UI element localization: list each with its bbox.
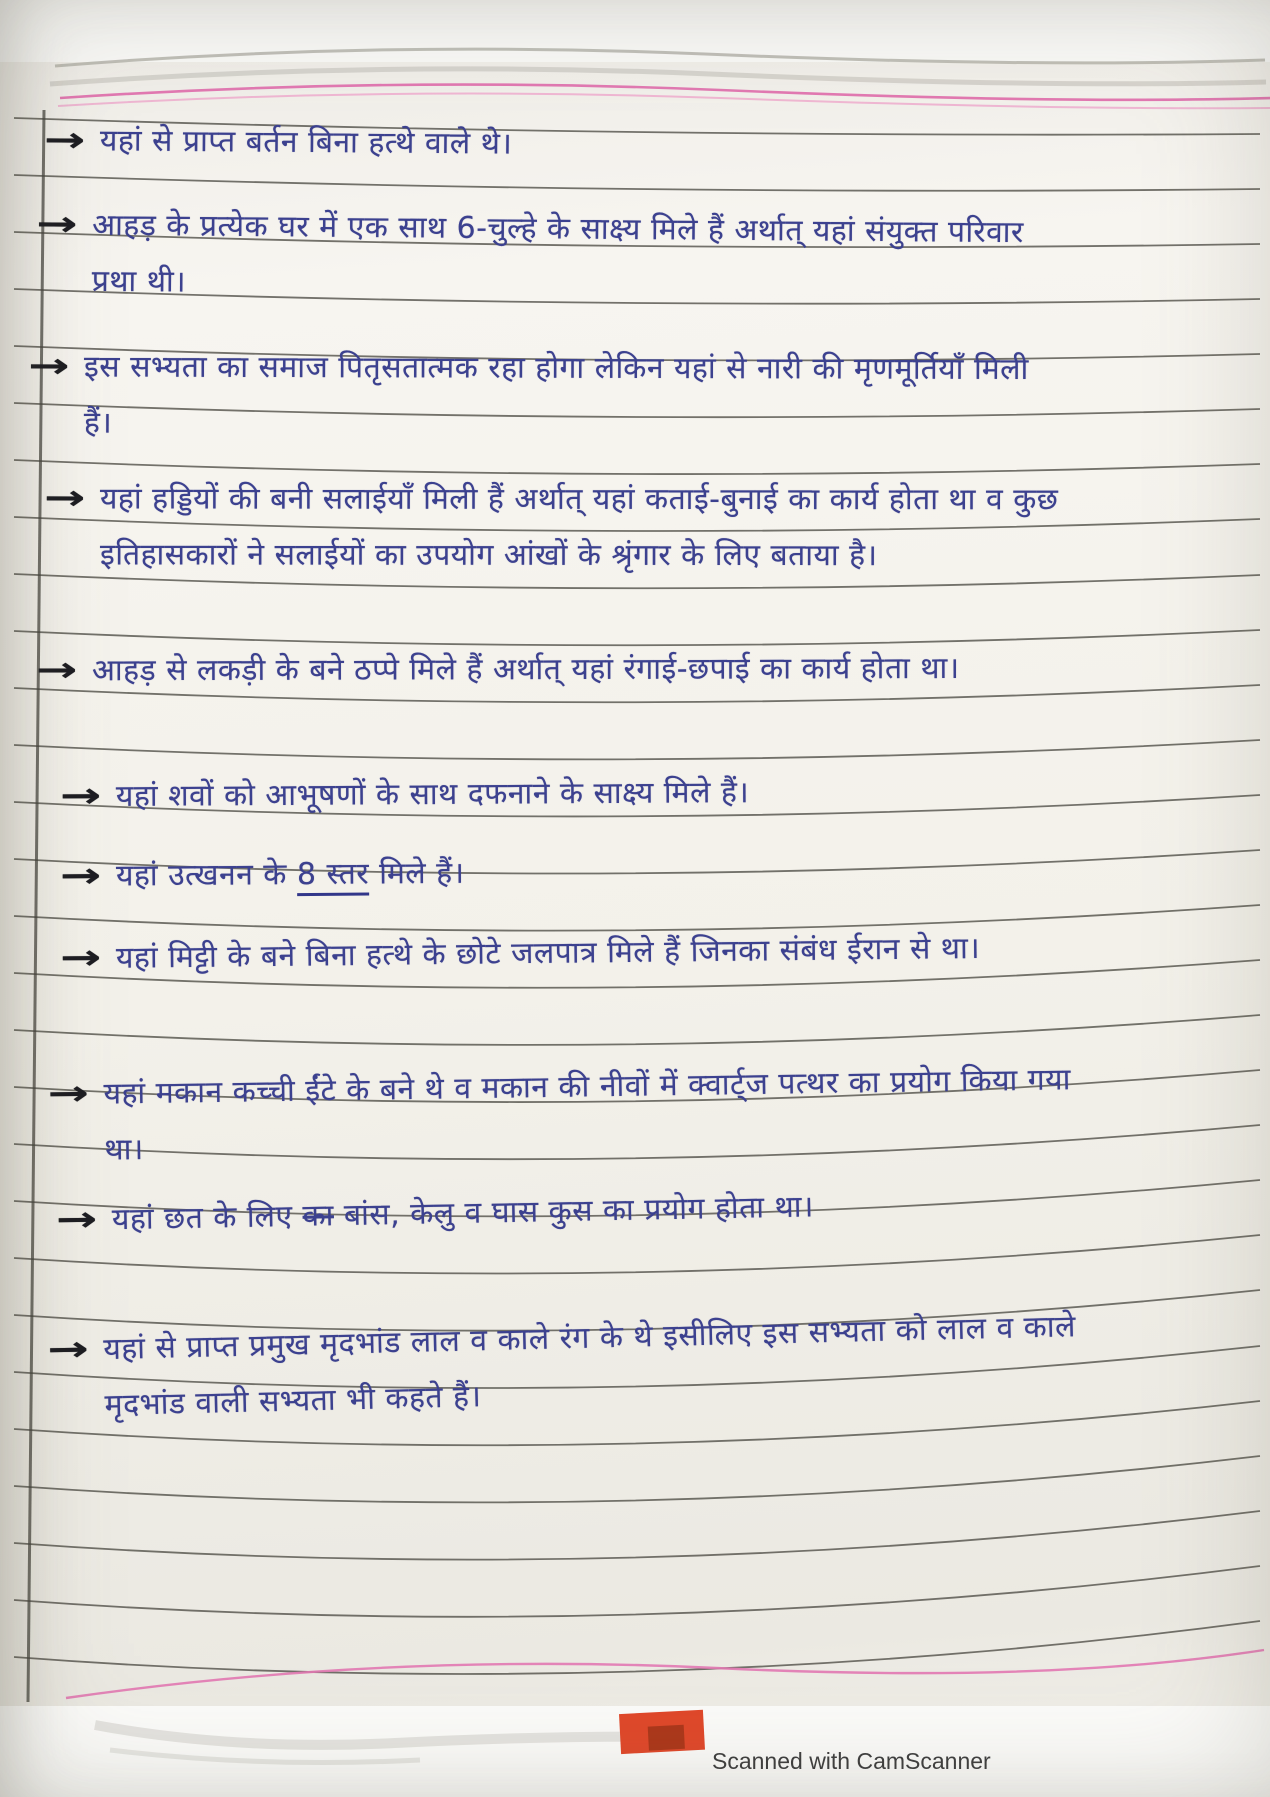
note-text-segment: यहां छत के लिए <box>111 1198 303 1238</box>
handwritten-note <box>28 338 1039 455</box>
handwritten-note <box>60 844 760 904</box>
handwritten-note <box>36 642 1046 698</box>
note-text: यहां मकान कच्ची ईंटे के बने थे व मकान की नीवों में क्वार्ट्ज पत्थर का प्रयोग किया गया था। <box>103 1062 1072 1168</box>
note-text-segment: मिले हैं। <box>368 855 465 892</box>
note-text: यहां शवों को आभूषणों के साथ दफनाने के साक्ष्य मिले हैं। <box>115 775 750 814</box>
camscanner-watermark: Scanned with CamScanner <box>712 1748 991 1774</box>
note-text: इस सभ्यता का समाज पितृसतात्मक रहा होगा लेकिन यहां से नारी की मृणमूर्तियाँ मिली हैं। <box>83 349 1029 441</box>
note-text: यहां से प्राप्त प्रमुख मृदभांड लाल व काले रंग के थे इसीलिए इस सभ्यता को लाल व काले मृदभांड वाली सभ्यता भी कहते हैं। <box>102 1309 1077 1424</box>
arrow-bullet-icon: → <box>59 775 103 816</box>
arrow-bullet-icon: → <box>59 855 103 896</box>
handwritten-note <box>44 470 1064 586</box>
handwritten-note <box>56 1177 1017 1248</box>
handwritten-note <box>60 765 1020 824</box>
handwritten-note <box>44 112 685 175</box>
arrow-bullet-icon: → <box>36 204 79 245</box>
note-text-segment: बांस, केलु व घास कुस का प्रयोग होता था। <box>333 1189 815 1234</box>
arrow-bullet-icon: → <box>44 478 87 519</box>
arrow-bullet-icon: → <box>43 120 87 161</box>
arrow-bullet-icon: → <box>59 937 103 978</box>
note-text: यहां हड्डियों की बनी सलाईयाँ मिली हैं अर्थात् यहां कताई-बुनाई का कार्य होता था व कुछ इतिहासकारों ने सलाईयों का उपयोग आंखों के श्रृंगार के लिए बताया है। <box>99 481 1059 574</box>
note-text-struck: का <box>302 1198 335 1234</box>
note-text: आहड़ के प्रत्येक घर में एक साथ 6-चुल्हे के साक्ष्य मिले हैं अर्थात् यहां संयुक्त परिवार प्रथा थी। <box>91 207 1024 300</box>
arrow-bullet-icon: → <box>46 1329 90 1371</box>
note-text-segment: यहां उत्खनन के <box>115 857 298 894</box>
note-text <box>112 1176 1017 1249</box>
arrow-bullet-icon: → <box>47 1073 90 1115</box>
arrow-bullet-icon: → <box>28 346 71 387</box>
note-text <box>116 843 760 904</box>
handwritten-note <box>60 921 1080 986</box>
handwritten-note <box>35 196 1046 319</box>
arrow-bullet-icon: → <box>55 1199 99 1240</box>
note-text-underlined: 8 स्तर <box>297 857 369 897</box>
handwritten-note <box>47 1053 1108 1178</box>
arrow-bullet-icon: → <box>36 650 79 690</box>
handwritten-note <box>47 1300 1089 1434</box>
note-text: आहड़ से लकड़ी के बने ठप्पे मिले हैं अर्थात् यहां रंगाई-छपाई का कार्य होता था। <box>91 650 960 689</box>
note-text: यहां से प्राप्त बर्तन बिना हत्थे वाले थे। <box>99 123 513 162</box>
note-text: यहां मिट्टी के बने बिना हत्थे के छोटे जलपात्र मिले हैं जिनका संबंध ईरान से था। <box>115 930 981 976</box>
